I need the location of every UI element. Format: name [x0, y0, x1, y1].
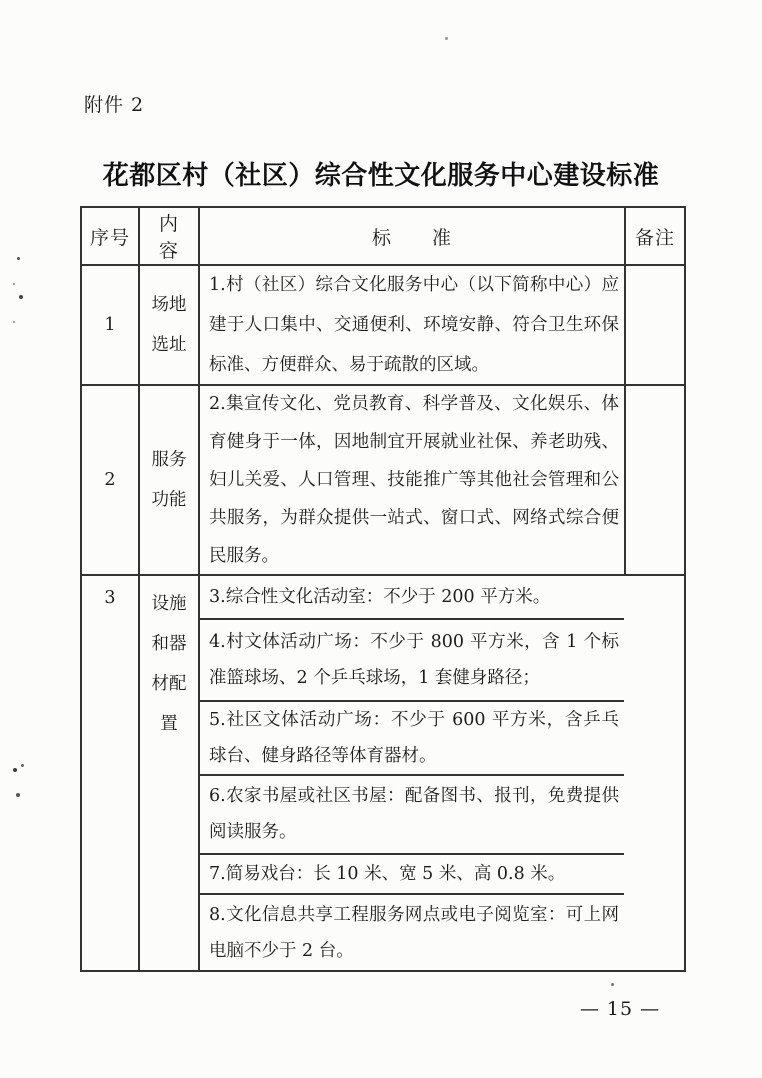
- row-standard-text: 1.村（社区）综合文化服务中心（以下简称中心）应建于人口集中、交通便利、环境安静、符合卫生环保标准、方便群众、易于疏散的区域。: [209, 275, 619, 375]
- attachment-label: 附件 2: [84, 94, 145, 116]
- sub-row-text: 4.村文体活动广场：不少于 800 平方米，含 1 个标准篮球场、2 个乒乓球场，1 套健身路径；: [209, 632, 619, 689]
- sub-row-text: 6.农家书屋或社区书屋：配备图书、报刊，免费提供阅读服务。: [209, 786, 619, 843]
- sub-row-activity-room: [200, 576, 624, 618]
- sub-row-community-square: [200, 700, 624, 774]
- sub-row-simple-stage: [200, 853, 624, 894]
- scan-speck: [16, 793, 20, 797]
- header-note: 备注: [624, 208, 684, 264]
- sub-row-text: 7.简易戏台：长 10 米、宽 5 米、高 0.8 米。: [209, 863, 566, 884]
- scan-speck: [611, 983, 614, 986]
- standards-sub-rows: [198, 576, 624, 970]
- row-index: 1: [104, 315, 116, 335]
- sub-row-book-house: [200, 774, 624, 853]
- header-index: 序号: [89, 226, 130, 249]
- row-content: 场地选址: [138, 266, 198, 384]
- document-title: 花都区村（社区）综合性文化服务中心建设标准: [102, 161, 660, 191]
- standards-table: [80, 206, 686, 972]
- scan-speck: [21, 764, 24, 767]
- table-header-row: [82, 208, 684, 264]
- sub-row-e-reading-room: [200, 893, 624, 970]
- scan-speck: [13, 321, 15, 323]
- row-index: 2: [104, 470, 116, 490]
- sub-row-text: 8.文化信息共享工程服务网点或电子阅览室：可上网电脑不少于 2 台。: [209, 904, 619, 961]
- sub-row-text: 5.社区文体活动广场：不少于 600 平方米，含乒乓球台、健身路径等体育器材。: [209, 710, 619, 767]
- sub-row-village-square: [200, 618, 624, 701]
- note-cell: [624, 266, 684, 384]
- scan-speck: [13, 768, 17, 772]
- scan-speck: [445, 37, 448, 40]
- scan-speck: [17, 257, 20, 260]
- table-row-service-functions: [82, 384, 684, 574]
- table-row-facilities-equipment: [82, 574, 684, 970]
- sub-row-text: 3.综合性文化活动室：不少于 200 平方米。: [209, 586, 551, 607]
- scan-speck: [19, 295, 23, 299]
- scan-speck: [13, 283, 15, 285]
- note-cell: [624, 576, 684, 970]
- row-index: 3: [104, 588, 116, 608]
- note-cell: [624, 386, 684, 574]
- table-row-site-selection: [82, 264, 684, 384]
- page-number: — 15 —: [579, 998, 661, 1020]
- header-content: 内容: [138, 208, 198, 264]
- row-content: 服务功能: [138, 386, 198, 574]
- row-content: 设施和器材配置: [138, 576, 198, 970]
- header-standard: 标 准: [198, 208, 624, 264]
- row-standard-text: 2.集宣传文化、党员教育、科学普及、文化娱乐、体育健身于一体，因地制宜开展就业社保、养老助残、妇儿关爱、人口管理、技能推广等其他社会管理和公共服务，为群众提供一站式、窗口式、网络式综合便民服务。: [209, 394, 619, 566]
